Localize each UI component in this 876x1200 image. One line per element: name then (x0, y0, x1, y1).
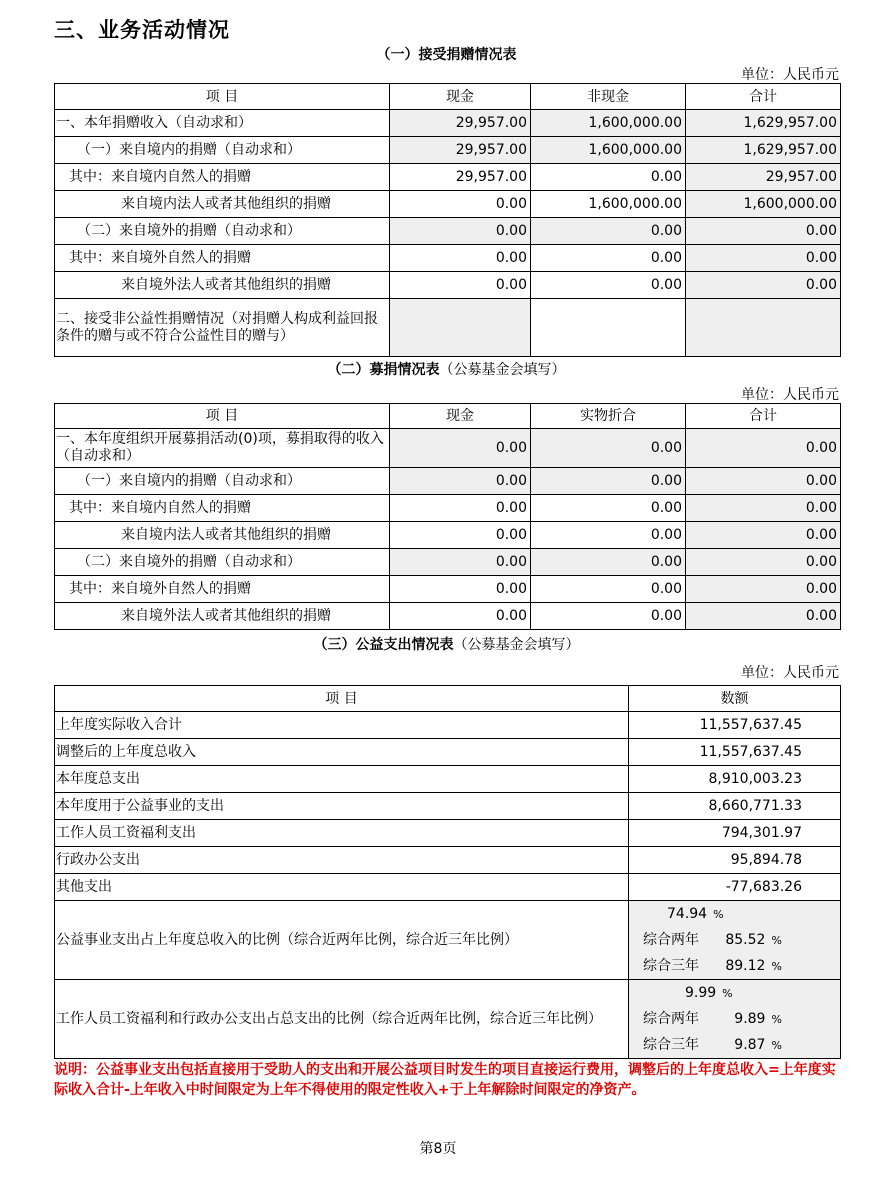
row-label: 其中：来自境内自然人的捐赠 (55, 164, 390, 191)
ratio2-two-year (629, 1006, 840, 1032)
table-row (55, 739, 841, 766)
row-label: 其中：来自境外自然人的捐赠 (55, 245, 390, 272)
ratio1-label: 公益事业支出占上年度总收入的比例（综合近两年比例，综合近三年比例） (55, 901, 629, 980)
table-row (55, 137, 841, 164)
row-label: 来自境内法人或者其他组织的捐赠 (55, 191, 390, 218)
row-label: 一、本年度组织开展募捐活动(0)项，募捐取得的收入（自动求和） (55, 429, 390, 468)
in-kind-value: 0.00 (531, 576, 686, 603)
table-row (55, 299, 841, 357)
table-row (55, 522, 841, 549)
table3-caption: （三）公益支出情况表（公募基金会填写） (313, 637, 580, 653)
ratio1-values (629, 901, 841, 980)
three-year-label: 综合三年 (643, 958, 699, 974)
in-kind-value: 0.00 (531, 603, 686, 630)
total-value: 0.00 (686, 468, 841, 495)
col-header-item: 项 目 (55, 686, 629, 712)
table-row (55, 429, 841, 468)
col-header-in-kind: 实物折合 (531, 404, 686, 429)
table-row (55, 549, 841, 576)
col-header-item: 项 目 (55, 404, 390, 429)
two-year-label: 综合两年 (643, 932, 699, 948)
in-kind-value: 0.00 (531, 468, 686, 495)
donation-table (54, 83, 841, 357)
cash-value: 0.00 (390, 576, 531, 603)
table-row (55, 245, 841, 272)
col-header-item: 项 目 (55, 84, 390, 110)
in-kind-value: 0.00 (531, 549, 686, 576)
cash-value: 0.00 (390, 272, 531, 299)
total-value: 0.00 (686, 272, 841, 299)
total-value: 0.00 (686, 522, 841, 549)
row-label: （二）来自境外的捐赠（自动求和） (55, 218, 390, 245)
table-row (55, 468, 841, 495)
col-header-cash: 现金 (390, 404, 531, 429)
row-label: 调整后的上年度总收入 (55, 739, 629, 766)
percent-sign: % (771, 960, 782, 973)
row-label: （一）来自境内的捐赠（自动求和） (55, 137, 390, 164)
row-label: 其他支出 (55, 874, 629, 901)
cash-value: 0.00 (390, 603, 531, 630)
cash-value: 29,957.00 (390, 137, 531, 164)
table-row (55, 164, 841, 191)
table-row (55, 793, 841, 820)
two-year-label: 综合两年 (643, 1011, 699, 1027)
cash-value: 29,957.00 (390, 164, 531, 191)
col-header-cash: 现金 (390, 84, 531, 110)
table-row (55, 820, 841, 847)
percent-sign: % (771, 1013, 782, 1026)
total-value: 0.00 (686, 603, 841, 630)
percent-sign: % (722, 987, 733, 1000)
table-header-row (55, 686, 841, 712)
table1-caption: （一）接受捐赠情况表 (376, 47, 517, 63)
noncash-value: 0.00 (531, 164, 686, 191)
col-header-total: 合计 (686, 404, 841, 429)
table-row (55, 495, 841, 522)
cash-value: 0.00 (390, 468, 531, 495)
nonpublic-cash-cell (390, 299, 531, 357)
row-label: （一）来自境内的捐赠（自动求和） (55, 468, 390, 495)
amount-value: 11,557,637.45 (629, 712, 841, 739)
table3-unit: 单位：人民币元 (741, 665, 839, 681)
table-row (55, 191, 841, 218)
total-value: 29,957.00 (686, 164, 841, 191)
cash-value: 0.00 (390, 549, 531, 576)
noncash-value: 0.00 (531, 245, 686, 272)
table-row (55, 218, 841, 245)
row-label: 其中：来自境外自然人的捐赠 (55, 576, 390, 603)
section-title: 三、业务活动情况 (54, 18, 230, 42)
table-header-row (55, 84, 841, 110)
cash-value: 0.00 (390, 245, 531, 272)
total-value: 0.00 (686, 495, 841, 522)
percent-sign: % (771, 934, 782, 947)
row-label: 来自境内法人或者其他组织的捐赠 (55, 522, 390, 549)
table2-caption: （二）募捐情况表（公募基金会填写） (327, 362, 566, 378)
three-year-label: 综合三年 (643, 1037, 699, 1053)
page-number: 第8页 (419, 1141, 457, 1157)
table-row (55, 980, 841, 1059)
two-year-value: 9.89 (734, 1011, 766, 1027)
total-value: 1,629,957.00 (686, 137, 841, 164)
row-label: 来自境外法人或者其他组织的捐赠 (55, 272, 390, 299)
total-value: 0.00 (686, 218, 841, 245)
row-label: 行政办公支出 (55, 847, 629, 874)
table1-unit: 单位：人民币元 (741, 67, 839, 83)
total-value: 0.00 (686, 549, 841, 576)
row-label: 其中：来自境内自然人的捐赠 (55, 495, 390, 522)
cash-value: 0.00 (390, 522, 531, 549)
row-label: （二）来自境外的捐赠（自动求和） (55, 549, 390, 576)
table-row (55, 901, 841, 980)
table-row (55, 272, 841, 299)
nonpublic-total-cell (686, 299, 841, 357)
noncash-value: 1,600,000.00 (531, 137, 686, 164)
table-row (55, 712, 841, 739)
ratio2-three-year (629, 1032, 840, 1058)
row-label: 本年度总支出 (55, 766, 629, 793)
explanatory-note: 说明：公益事业支出包括直接用于受助人的支出和开展公益项目时发生的项目直接运行费用，调整后的上年度总收入=上年度实际收入合计-上年收入中时间限定为上年不得使用的限定性收入+于上年解除时间限定的净资产。 (54, 1062, 836, 1098)
amount-value: 8,910,003.23 (629, 766, 841, 793)
table-row (55, 110, 841, 137)
in-kind-value: 0.00 (531, 495, 686, 522)
two-year-value: 85.52 (725, 932, 766, 948)
ratio1-three-year (629, 953, 840, 979)
noncash-value: 1,600,000.00 (531, 191, 686, 218)
noncash-value: 0.00 (531, 218, 686, 245)
table-row (55, 766, 841, 793)
row-label: 工作人员工资福利支出 (55, 820, 629, 847)
percent-sign: % (771, 1039, 782, 1052)
row-label: 本年度用于公益事业的支出 (55, 793, 629, 820)
percent-sign: % (713, 908, 724, 921)
table-row (55, 874, 841, 901)
total-value: 0.00 (686, 576, 841, 603)
ratio1-main (629, 901, 840, 927)
total-value: 1,629,957.00 (686, 110, 841, 137)
amount-value: 11,557,637.45 (629, 739, 841, 766)
col-header-total: 合计 (686, 84, 841, 110)
nonpublic-noncash-cell (531, 299, 686, 357)
ratio2-values (629, 980, 841, 1059)
ratio2-label: 工作人员工资福利和行政办公支出占总支出的比例（综合近两年比例，综合近三年比例） (55, 980, 629, 1059)
table-row (55, 576, 841, 603)
amount-value: 794,301.97 (629, 820, 841, 847)
noncash-value: 0.00 (531, 272, 686, 299)
in-kind-value: 0.00 (531, 429, 686, 468)
col-header-amount: 数额 (629, 686, 841, 712)
total-value: 0.00 (686, 429, 841, 468)
three-year-value: 9.87 (734, 1037, 766, 1053)
ratio1-two-year (629, 927, 840, 953)
amount-value: 8,660,771.33 (629, 793, 841, 820)
three-year-value: 89.12 (725, 958, 766, 974)
cash-value: 0.00 (390, 191, 531, 218)
row-label: 一、本年捐赠收入（自动求和） (55, 110, 390, 137)
row-label: 上年度实际收入合计 (55, 712, 629, 739)
ratio2-main (629, 980, 840, 1006)
table-row (55, 847, 841, 874)
total-value: 0.00 (686, 245, 841, 272)
noncash-value: 1,600,000.00 (531, 110, 686, 137)
public-welfare-expense-table (54, 685, 841, 1059)
cash-value: 0.00 (390, 429, 531, 468)
cash-value: 29,957.00 (390, 110, 531, 137)
cash-value: 0.00 (390, 495, 531, 522)
table2-unit: 单位：人民币元 (741, 387, 839, 403)
fundraising-table (54, 403, 841, 630)
total-value: 1,600,000.00 (686, 191, 841, 218)
row-label: 来自境外法人或者其他组织的捐赠 (55, 603, 390, 630)
col-header-noncash: 非现金 (531, 84, 686, 110)
nonpublic-donation-label: 二、接受非公益性捐赠情况（对捐赠人构成利益回报条件的赠与或不符合公益性目的赠与） (55, 299, 390, 357)
ratio1-value: 74.94 (667, 906, 708, 922)
table-row (55, 603, 841, 630)
cash-value: 0.00 (390, 218, 531, 245)
amount-value: 95,894.78 (629, 847, 841, 874)
in-kind-value: 0.00 (531, 522, 686, 549)
amount-value: -77,683.26 (629, 874, 841, 901)
ratio2-value: 9.99 (685, 985, 717, 1001)
table-header-row (55, 404, 841, 429)
